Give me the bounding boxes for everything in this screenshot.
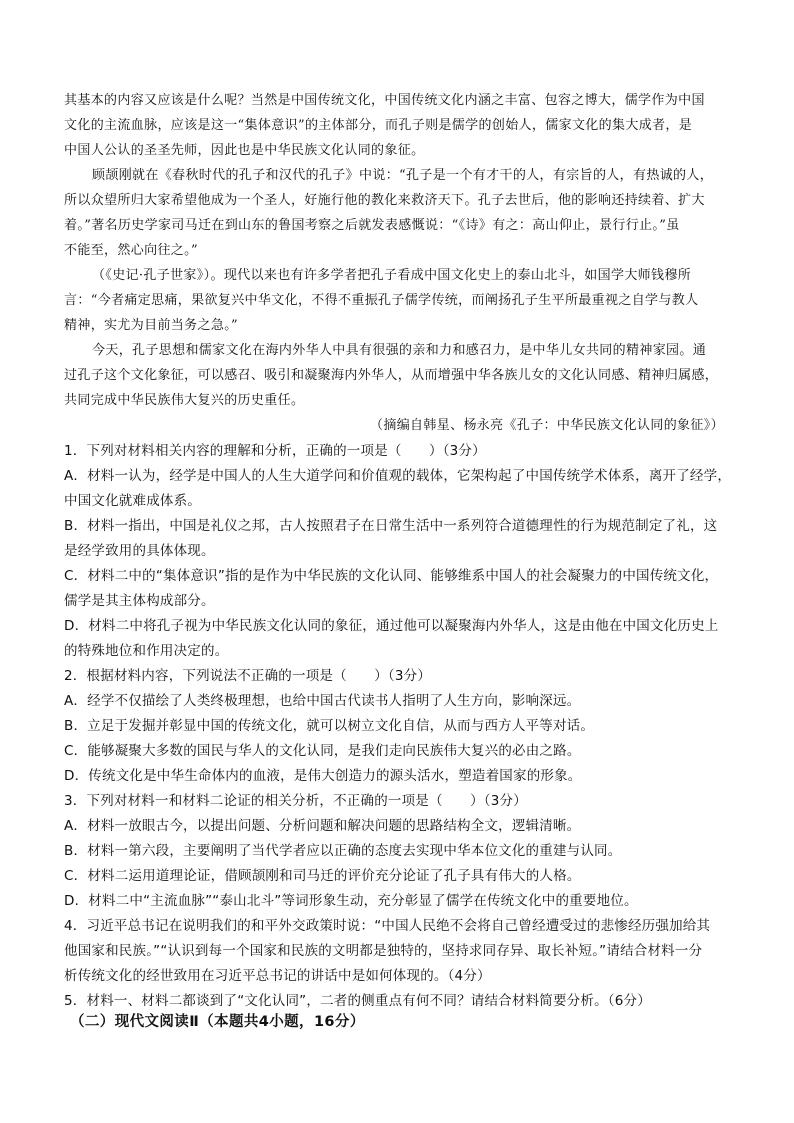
question-3-stem: 3．下列对材料一和材料二论证的相关分析，不正确的一项是（ ）（3分） (64, 793, 527, 809)
passage-line: 共同完成中华民族伟大复兴的历史重任。 (64, 393, 305, 408)
question-2-option-c: C．能够凝聚大多数的国民与华人的文化认同，是我们走向民族伟大复兴的必由之路。 (64, 743, 581, 759)
question-5-text: 5．材料一、材料二都谈到了“文化认同”，二者的侧重点有何不同？请结合材料简要分析。（6分） (64, 993, 651, 1009)
question-2-option-a: A．经学不仅描绘了人类终极理想，也给中国古代读书人指明了人生方向，影响深远。 (64, 693, 581, 709)
question-4-text: 析传统文化的经世致用在习近平总书记的讲话中是如何体现的。（4分） (64, 968, 491, 984)
question-1-option-d: D．材料二中将孔子视为中华民族文化认同的象征，通过他可以凝聚海内外华人，这是由他在中国文化历史上 (64, 618, 719, 634)
passage-line: （《史记·孔子世家》）。现代以来也有许多学者把孔子看成中国文化史上的泰山北斗，如国学大师钱穆所 (92, 268, 692, 283)
question-2-option-b: B．立足于发掘并彰显中国的传统文化，就可以树立文化自信，从而与西方人平等对话。 (64, 718, 595, 734)
passage-line: 所以众望所归大家希望他成为一个圣人，好施行他的教化来救济天下。孔子去世后，他的影响还持续着、扩大 (64, 193, 705, 208)
question-2-stem: 2．根据材料内容，下列说法不正确的一项是（ ）（3分） (64, 668, 432, 684)
question-1-option-a: 中国文化就难成体系。 (64, 493, 201, 509)
question-4-text: 4．习近平总书记在说明我们的和平外交政策时说：“中国人民绝不会将自己曾经遭受过的悲惨经历强加给其 (64, 918, 711, 934)
passage-line: 今天，孔子思想和儒家文化在海内外华人中具有很强的亲和力和感召力，是中华儿女共同的精神家园。通 (92, 343, 707, 358)
passage-line: 着。”著名历史学家司马迁在到山东的鲁国考察之后就发表感慨说：“《诗》有之：高山仰止，景行行止。”虽 (64, 218, 680, 233)
question-2-option-d: D．传统文化是中华生命体内的血液，是伟大创造力的源头活水，塑造着国家的形象。 (64, 768, 582, 784)
passage-line: 其基本的内容又应该是什么呢？当然是中国传统文化，中国传统文化内涵之丰富、包容之博大，儒学作为中国 (64, 93, 705, 108)
question-4-text: 他国家和民族。”“认识到每一个国家和民族的文明都是独特的，坚持求同存异、取长补短。”请结合材料一分 (64, 943, 703, 959)
passage-line: 过孔子这个文化象征，可以感召、吸引和凝聚海内外华人，从而增强中华各族儿女的文化认同感、精神归属感， (64, 368, 719, 383)
passage-source: （摘编自韩星、杨永亮《孔子：中华民族文化认同的象征》） (370, 418, 724, 433)
passage-line: 言：“今者痛定思痛，果欲复兴中华文化，不得不重振孔子儒学传统，而阐扬孔子生平所最重视之自学与教人 (64, 293, 699, 308)
question-1-option-b: B．材料一指出，中国是礼仪之邦，古人按照君子在日常生活中一系列符合道德理性的行为规范制定了礼，这 (64, 518, 718, 534)
question-1-stem: 1．下列对材料相关内容的理解和分析，正确的一项是（ ）（3分） (64, 443, 486, 459)
question-1-option-c: 儒学是其主体构成部分。 (64, 593, 215, 609)
question-3-option-b: B．材料一第六段，主要阐明了当代学者应以正确的态度去实现中华本位文化的重建与认同。 (64, 843, 622, 859)
passage-line: 不能至，然心向往之。” (64, 243, 198, 258)
question-3-option-d: D．材料二中“主流血脉”“泰山北斗”等词形象生动，充分彰显了儒学在传统文化中的重要地位。 (64, 893, 638, 909)
passage-line: 中国人公认的圣圣先师，因此也是中华民族文化认同的象征。 (64, 143, 425, 158)
question-1-option-b: 是经学致用的具体体现。 (64, 543, 215, 559)
question-3-option-c: C．材料二运用道理论证，借顾颉刚和司马迁的评价充分论证了孔子具有伟大的人格。 (64, 868, 581, 884)
passage-line: 顾颉刚就在《春秋时代的孔子和汉代的孔子》中说：“孔子是一个有才干的人，有宗旨的人，有热诚的人， (92, 168, 714, 183)
passage-line: 精神，实尤为目前当务之急。” (64, 318, 239, 333)
question-1-option-d: 的特殊地位和作用决定的。 (64, 643, 229, 659)
question-1-option-c: C．材料二中的“集体意识”指的是作为中华民族的文化认同、能够维系中国人的社会凝聚力的中国传统文化， (64, 568, 719, 584)
section-heading: （二）现代文阅读Ⅱ（本题共4小题，16分） (70, 1014, 365, 1030)
passage-line: 文化的主流血脉，应该是这一“集体意识”的主体部分，而孔子则是儒学的创始人，儒家文化的集大成者，是 (64, 118, 693, 133)
question-3-option-a: A．材料一放眼古今，以提出问题、分析问题和解决问题的思路结构全文，逻辑清晰。 (64, 818, 581, 834)
question-1-option-a: A．材料一认为，经学是中国人的人生大道学问和价值观的载体，它架构起了中国传统学术体系，离开了经学， (64, 468, 732, 484)
